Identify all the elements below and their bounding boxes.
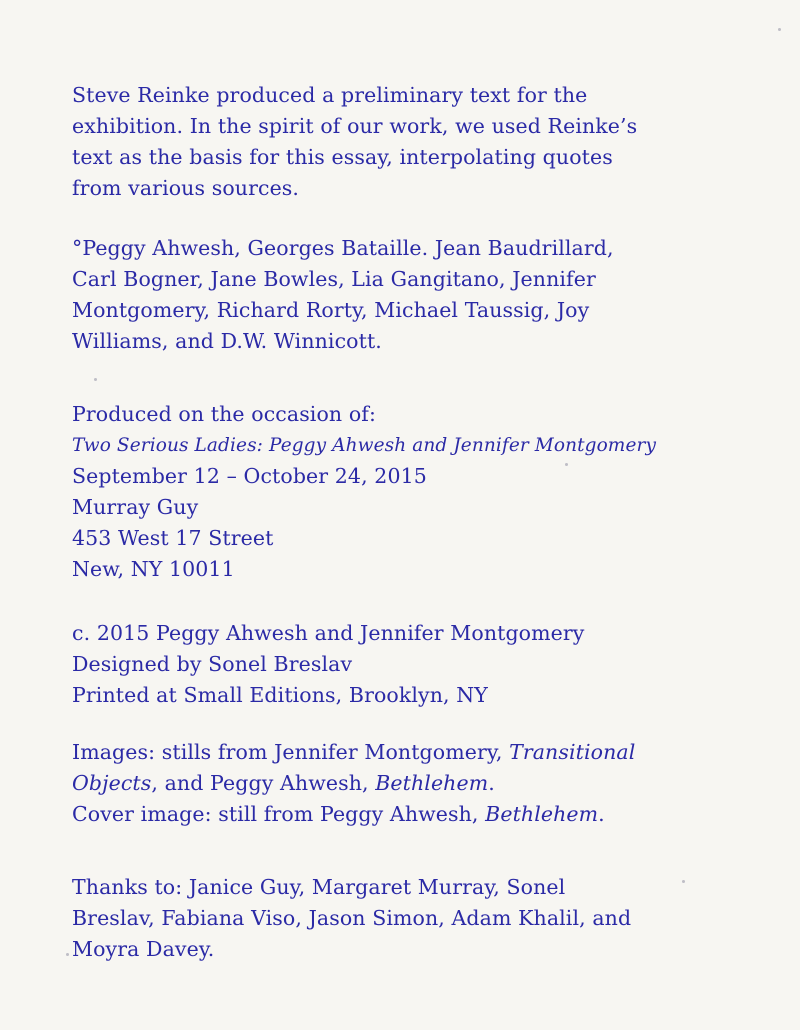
paper-speck — [565, 463, 568, 466]
thanks-line-1: Thanks to: Janice Guy, Margaret Murray, Sonel — [72, 875, 566, 899]
paper-speck — [778, 28, 781, 31]
exhibition-dates: September 12 – October 24, 2015 — [72, 464, 427, 488]
exhibition-info — [72, 399, 772, 585]
occasion-label: Produced on the occasion of: — [72, 402, 376, 426]
credits-paragraph — [72, 618, 772, 711]
copyright-line: c. 2015 Peggy Ahwesh and Jennifer Montgomery — [72, 621, 585, 645]
gallery-city: New, NY 10011 — [72, 557, 235, 581]
sources-line-2: Carl Bogner, Jane Bowles, Lia Gangitano, Jennifer — [72, 267, 596, 291]
images-line-1-text: Images: stills from Jennifer Montgomery, — [72, 740, 510, 764]
images-line-1 — [72, 737, 772, 768]
thanks-paragraph — [72, 872, 772, 965]
images-line-3 — [72, 799, 772, 830]
images-line-2 — [72, 768, 772, 799]
exhibition-title: Two Serious Ladies: Peggy Ahwesh and Jennifer Montgomery — [72, 435, 656, 456]
images-line-3-period: . — [598, 802, 605, 826]
gallery-name: Murray Guy — [72, 495, 199, 519]
intro-line-3: text as the basis for this essay, interpolating quotes — [72, 145, 613, 169]
sources-line-4: Williams, and D.W. Winnicott. — [72, 329, 382, 353]
paper-speck — [94, 378, 97, 381]
designer-line: Designed by Sonel Breslav — [72, 652, 353, 676]
images-line-3-title: Bethlehem — [485, 802, 599, 826]
thanks-line-2: Breslav, Fabiana Viso, Jason Simon, Adam Khalil, and — [72, 906, 632, 930]
paper-speck — [682, 880, 685, 883]
images-line-3-text: Cover image: still from Peggy Ahwesh, — [72, 802, 486, 826]
printer-line: Printed at Small Editions, Brooklyn, NY — [72, 683, 488, 707]
images-line-2-title-2: Bethlehem — [375, 771, 489, 795]
images-paragraph — [72, 737, 772, 830]
images-line-1-title: Transitional — [509, 740, 636, 764]
paper-speck — [66, 953, 69, 956]
intro-paragraph — [72, 80, 772, 204]
intro-line-2: exhibition. In the spirit of our work, we used Reinke’s — [72, 114, 638, 138]
thanks-line-3: Moyra Davey. — [72, 937, 215, 961]
intro-line-4: from various sources. — [72, 176, 300, 200]
sources-paragraph — [72, 233, 772, 357]
images-line-2-title: Objects — [72, 771, 152, 795]
intro-line-1: Steve Reinke produced a preliminary text for the — [72, 83, 588, 107]
sources-line-1: °Peggy Ahwesh, Georges Bataille. Jean Baudrillard, — [72, 236, 614, 260]
images-line-2-period: . — [488, 771, 495, 795]
sources-line-3: Montgomery, Richard Rorty, Michael Taussig, Joy — [72, 298, 590, 322]
images-line-2-text: , and Peggy Ahwesh, — [151, 771, 376, 795]
gallery-street: 453 West 17 Street — [72, 526, 274, 550]
